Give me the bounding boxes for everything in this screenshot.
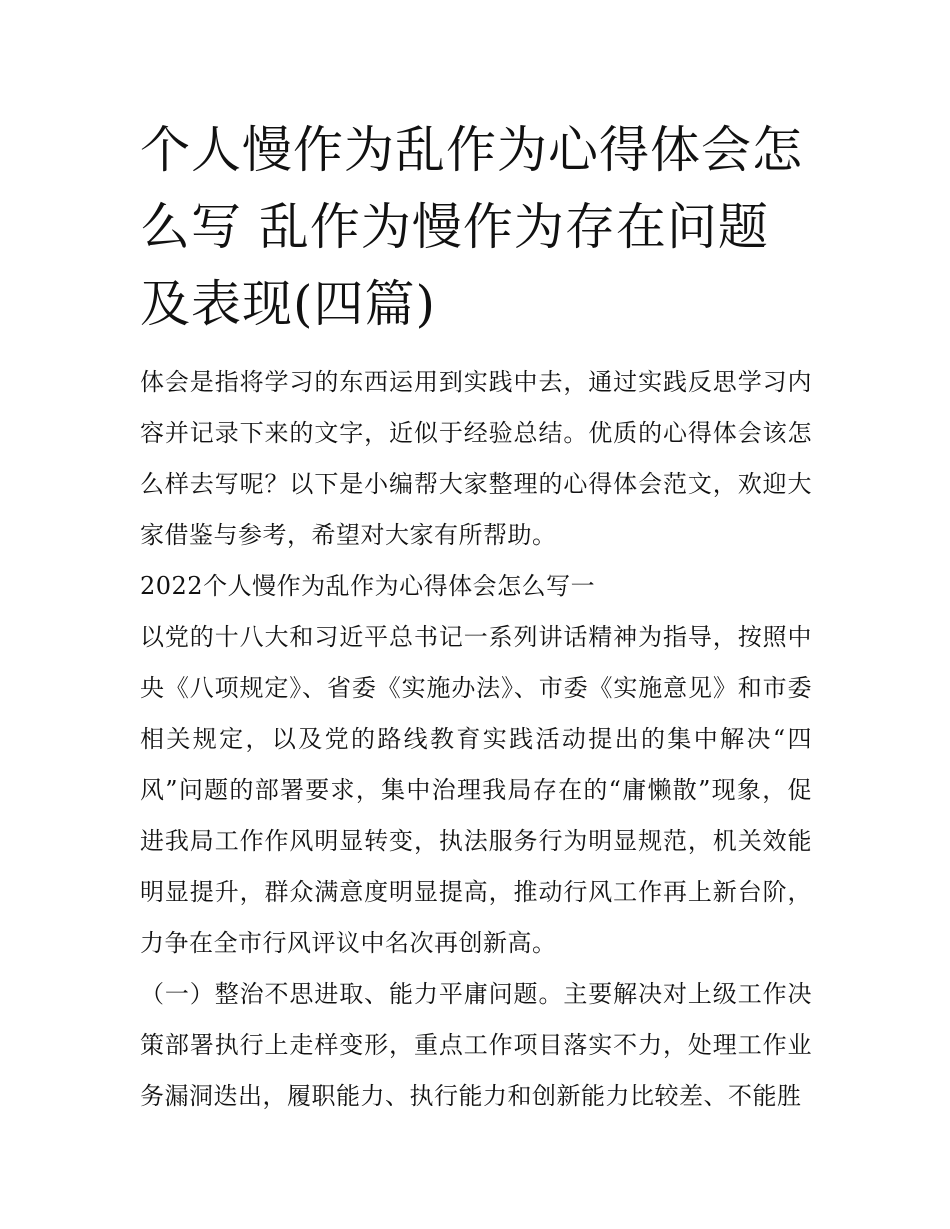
body-paragraph-2: （一）整治不思进取、能力平庸问题。主要解决对上级工作决策部署执行上走样变形，重点工作项目落实不力，处理工作业务漏洞迭出，履职能力、执行能力和创新能力比较差、不能胜 [140,980,812,1110]
intro-paragraph: 体会是指将学习的东西运用到实践中去，通过实践反思学习内容并记录下来的文字，近似于经验总结。优质的心得体会该怎么样去写呢？以下是小编帮大家整理的心得体会范文，欢迎大家借鉴与参考，希望对大家有所帮助。 [140,368,812,549]
document-page [140,112,812,1122]
section-heading: 2022个人慢作为乱作为心得体会怎么写一 [140,572,596,600]
document-title: 个人慢作为乱作为心得体会怎么写 乱作为慢作为存在问题及表现(四篇) [140,121,803,333]
body-paragraph-1: 以党的十八大和习近平总书记一系列讲话精神为指导，按照中央《八项规定》、省委《实施办法》、市委《实施意见》和市委相关规定，以及党的路线教育实践活动提出的集中解决“四风”问题的部署要求，集中治理我局存在的“庸懒散”现象，促进我局工作作风明显转变，执法服务行为明显规范，机关效能明显提升，群众满意度明显提高，推动行风工作再上新台阶，力争在全市行风评议中名次再创新高。 [140,623,812,957]
